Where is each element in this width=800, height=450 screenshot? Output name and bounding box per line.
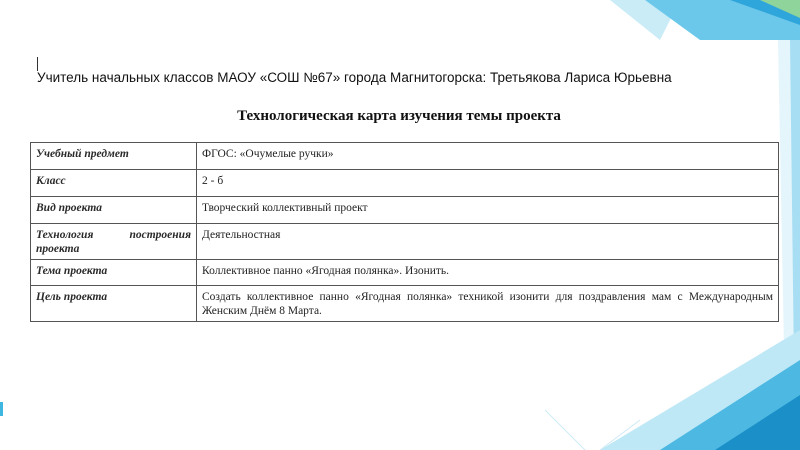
deco-line-bottom [545, 410, 585, 450]
technology-label-word-2: построения [129, 229, 191, 241]
table-row [31, 260, 779, 286]
technology-label-first-line [36, 228, 191, 242]
author-line: Учитель начальных классов МАОУ «СОШ №67» города Магнитогорска: Третьякова Лариса Юрьевна [37, 70, 672, 85]
row-value-technology: Деятельностная [197, 224, 779, 260]
table-row [31, 197, 779, 224]
row-label-goal: Цель проекта [31, 286, 197, 322]
table-row [31, 170, 779, 197]
row-label-class: Класс [31, 170, 197, 197]
table-row [31, 143, 779, 170]
project-table [30, 142, 779, 322]
technology-label-word-1: Технология [36, 229, 94, 241]
text-cursor [37, 57, 38, 71]
technology-label-second-line: проекта [36, 243, 80, 255]
row-label-subject: Учебный предмет [31, 143, 197, 170]
document-title-text: Технологическая карта изучения темы проекта [237, 108, 561, 124]
deco-left-mark [0, 402, 3, 416]
row-value-class: 2 - б [197, 170, 779, 197]
row-label-type: Вид проекта [31, 197, 197, 224]
row-value-type: Творческий коллективный проект [197, 197, 779, 224]
row-label-theme: Тема проекта [31, 260, 197, 286]
row-value-subject: ФГОС: «Очумелые ручки» [197, 143, 779, 170]
table-row [31, 286, 779, 322]
row-label-technology [31, 224, 197, 260]
table-row [31, 224, 779, 260]
row-value-goal: Создать коллективное панно «Ягодная полянка» техникой изонити для поздравления мам с Международным Женским Днём 8 Марта. [197, 286, 779, 322]
row-value-theme: Коллективное панно «Ягодная полянка». Изонить. [197, 260, 779, 286]
document-title [0, 108, 800, 125]
